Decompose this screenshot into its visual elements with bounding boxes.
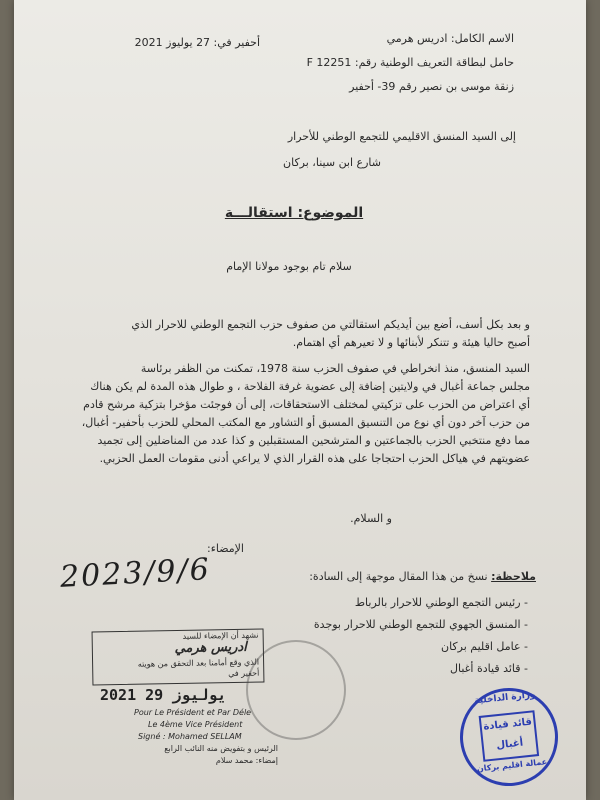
legalization-line-3: الذي وقع أمامنا بعد التحقق من هويته: [137, 657, 260, 669]
body-para1-line1: و بعد بكل أسف، أضع بين أيديكم استقالتي من صفوف حزب التجمع الوطني للاحرار الذي: [131, 318, 530, 331]
body-para2-line2: مجلس جماعة أغبال في ولايتين إضافة إلى عضوية غرفة الفلاحة ، و طوال هذه المدة لم يكن هناك: [90, 380, 530, 393]
body-para2-line6: عضويتهم في هياكل الحزب احتجاجا على هذه القرار الذي لا يراعي أدنى مقومات العمل الحزبي.: [99, 452, 530, 465]
legalization-line-1: نشهد أن الإمضاء للسيد: [182, 630, 259, 641]
legalization-line-4: أحفير في: [228, 668, 260, 679]
note-heading: [236, 568, 536, 586]
caidat-stamp-top: وزارة الداخلية: [473, 690, 537, 707]
legalization-stamp: [92, 629, 265, 686]
municipal-round-stamp: [246, 640, 346, 740]
id-card-number: حامل لبطاقة التعريف الوطنية رقم: F 12251: [306, 56, 514, 69]
handwritten-signature-date: 2023/9/6: [59, 552, 212, 595]
body-para2-line3: أي اعتراض من الحزب على تزكيتي لمختلف الاستحقاقات، إلى أن فوجئت مؤخرا بتزكية مرشح قادم: [83, 398, 530, 411]
greeting: سلام تام بوجود مولانا الإمام: [226, 260, 352, 273]
note-list-item: - عامل اقليم بركان: [441, 640, 528, 653]
body-para1-line2: أصبح حاليا هيئة و تتنكر لأبنائها و لا تعيرهم أي اهتمام.: [292, 336, 530, 349]
caidat-stamp: [455, 683, 563, 791]
legalization-date: 2021 يوليوز 29: [100, 686, 227, 704]
legalization-fr-3: Signé : Mohamed SELLAM: [138, 732, 242, 741]
body-para2-line1: السيد المنسق، منذ انخراطي في صفوف الحزب سنة 1978، تمكنت من الظفر برئاسة: [140, 362, 530, 375]
document-page: [14, 0, 586, 800]
note-list-item: - قائد قيادة أغبال: [450, 662, 528, 675]
note-list-item: - المنسق الجهوي للتجمع الوطني للاحرار بوجدة: [313, 618, 528, 631]
caidat-stamp-center: [479, 710, 540, 762]
address: زنقة موسى بن نصير رقم 39- أحفير: [349, 80, 514, 93]
caidat-stamp-line-1: قائد قيادة: [482, 716, 533, 733]
legalization-ar-1: الرئيس و بتفويض منه النائب الرابع: [164, 744, 278, 753]
legalization-ar-2: إمضاء: محمد سلام: [215, 756, 278, 765]
note-list-item: - رئيس التجمع الوطني للاحرار بالرباط: [354, 596, 528, 609]
full-name: الاسم الكامل: ادريس هرمي: [386, 32, 514, 45]
note-text: نسخ من هذا المقال موجهة إلى السادة:: [309, 570, 488, 583]
caidat-stamp-bottom: عمالة اقليم بركان: [476, 757, 548, 774]
note-label: ملاحظة:: [491, 570, 536, 583]
recipient-line-1: إلى السيد المنسق الاقليمي للتجمع الوطني للأحرار: [287, 130, 516, 143]
recipient-line-2: شارع ابن سينا، بركان: [283, 156, 381, 169]
legalization-fr-2: Le 4ème Vice Président: [148, 720, 243, 729]
subject-title: الموضوع: استقالـــة: [224, 205, 364, 221]
body-para2-line4: من حزب آخر دون أي نوع من التنسيق المسبق أو التشاور مع المكتب المحلي للحزب بأحفير- أغبال،: [81, 416, 530, 429]
note-block: [236, 568, 536, 586]
caidat-stamp-line-2: أغبال: [495, 737, 524, 752]
legalization-line-2: ادريس هرمي: [174, 639, 247, 657]
legalization-fr-1: Pour Le Président et Par Déle: [134, 708, 252, 717]
place-date: أحفير في: 27 يوليوز 2021: [134, 36, 260, 49]
closing: و السلام.: [350, 512, 392, 525]
body-para2-line5: مما دفع منتخبي الحزب بالجماعتين و المترشحين المستقبلين و كذا عدد من المناضلين إلى تجميد: [97, 434, 530, 447]
signature-label: الإمضاء:: [207, 542, 244, 555]
